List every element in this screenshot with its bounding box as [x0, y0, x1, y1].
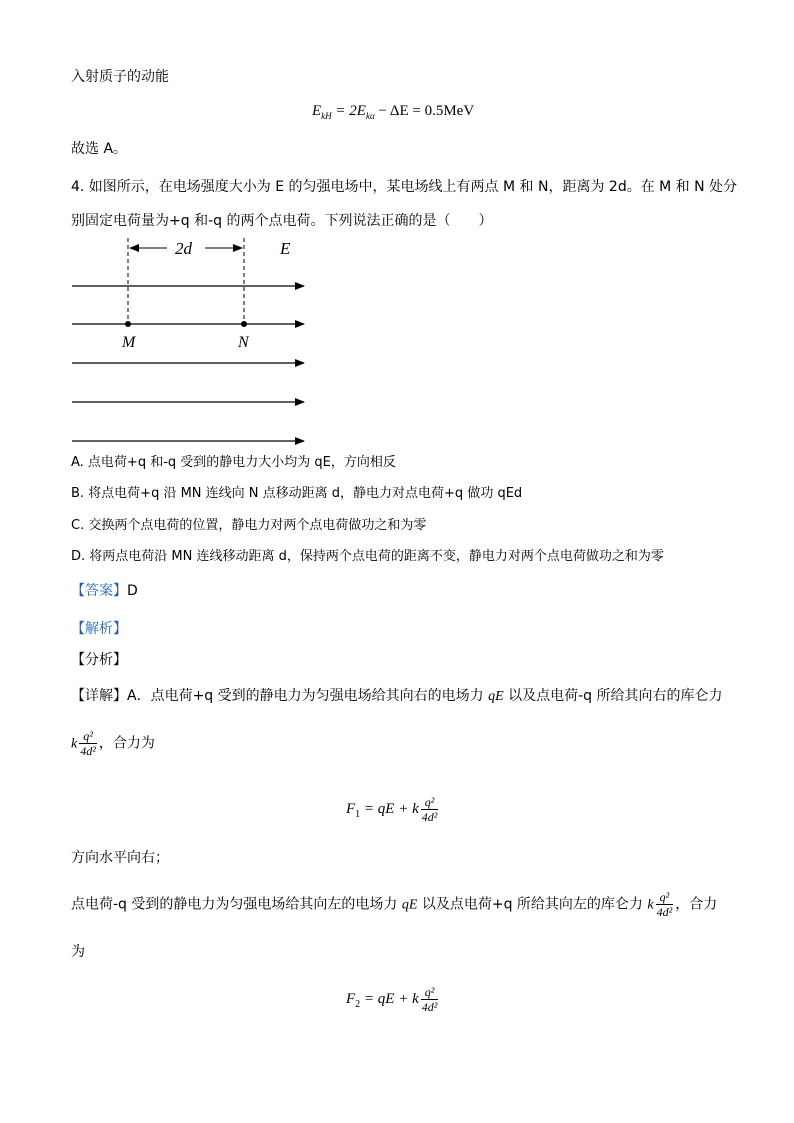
answer-row — [71, 581, 138, 601]
field-label: E — [280, 239, 291, 258]
answer-value: D — [127, 583, 138, 599]
equation-f1: $F_1$ = qE + k $\frac{\text{q²}}{\text{4d²}}$ — [346, 795, 438, 824]
detail-line5: 为 — [71, 944, 85, 960]
question-stem-line1: 4. 如图所示，在电场强度大小为 E 的匀强电场中，某电场线上有两点 M 和 N，距离为 2d。在 M 和 N 处分 — [71, 179, 738, 195]
option-c: C. 交换两个点电荷的位置，静电力对两个点电荷做功之和为零 — [71, 518, 427, 533]
detail-line4: 点电荷-q 受到的静电力为匀强电场给其向左的电场力 qE 以及点电荷+q 所给其向左的库仑力 k $\frac{\text{q²}}{\text{4d²}}$ ，合力 — [71, 890, 718, 919]
question-stem-line2: 别固定电荷量为+q 和-q 的两个点电荷。下列说法正确的是（ ） — [71, 213, 493, 229]
equation-f2: $F_2$ = qE + k $\frac{\text{q²}}{\text{4d²}}$ — [346, 985, 438, 1014]
analysis-label: 【解析】 — [71, 621, 127, 637]
equation-kinetic-energy: $E_{kH} = 2E_{k\alpha} - \Delta E = 0.5MeV$ — [312, 103, 475, 121]
fenxi-label: 【分析】 — [71, 652, 127, 668]
conclusion-text: 故选 A。 — [71, 141, 128, 157]
point-n-dot — [241, 321, 247, 327]
option-b: B. 将点电荷+q 沿 MN 连线向 N 点移动距离 d，静电力对点电荷+q 做功 qEd — [71, 486, 523, 501]
point-m-dot — [125, 321, 131, 327]
detail-line1: 【详解】A．点电荷+q 受到的静电力为匀强电场给其向右的电场力 qE 以及点电荷-q 所给其向右的库仑力 — [71, 688, 723, 704]
answer-label: 【答案】 — [71, 583, 127, 599]
distance-label: 2d — [175, 239, 192, 258]
option-a: A. 点电荷+q 和-q 受到的静电力大小均为 qE，方向相反 — [71, 455, 396, 470]
detail-line3: 方向水平向右； — [71, 850, 169, 866]
electric-field-figure — [60, 232, 320, 452]
point-m-label: M — [122, 334, 136, 351]
point-n-label: N — [238, 334, 249, 351]
intro-text: 入射质子的动能 — [71, 69, 169, 85]
option-d: D. 将两点电荷沿 MN 连线移动距离 d，保持两个点电荷的距离不变，静电力对两个点电荷做功之和为零 — [71, 549, 664, 564]
detail-line2: k $\frac{\text{q²}}{\text{4d²}}$ ，合力为 — [71, 729, 155, 758]
